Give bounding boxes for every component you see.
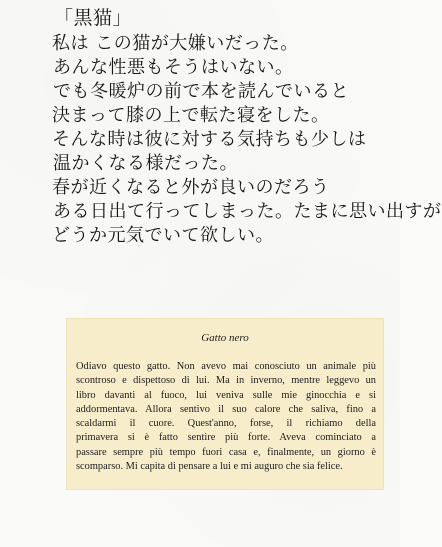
handwritten-line: 春が近くなると外が良いのだろう bbox=[52, 177, 330, 198]
handwritten-line: でも冬暖炉の前で本を読んでいると bbox=[53, 81, 349, 102]
card-body bbox=[76, 360, 376, 474]
translation-card bbox=[66, 318, 384, 490]
handwritten-line: あんな性悪もそうはいない。 bbox=[53, 57, 294, 78]
handwritten-line: ある日出て行ってしまった。たまに思い出すが bbox=[53, 201, 442, 222]
handwritten-line: 私は この猫が大嫌いだった。 bbox=[52, 33, 299, 54]
card-line: scomparso. Mi capita di pensare a lui e mi auguro che sia felice. bbox=[76, 461, 343, 473]
handwritten-line: どうか元気でいて欲しい。 bbox=[52, 225, 274, 246]
card-line: scontroso e dispettoso di lui. Ma in inverno, mentre leggevo un bbox=[76, 375, 376, 387]
card-line: primavera si è fatto sentire più forte. Aveva cominciato a bbox=[76, 432, 376, 444]
card-title: Gatto nero bbox=[201, 332, 249, 344]
handwritten-line: 決まって膝の上で転た寝をした。 bbox=[52, 105, 330, 126]
handwritten-line: そんな時は彼に対する気持ちも少しは bbox=[52, 129, 367, 150]
handwritten-line: 温かくなる様だった。 bbox=[53, 153, 238, 174]
card-line: passare sempre più tempo fuori casa e, finalmente, un giorno è bbox=[76, 446, 376, 458]
card-line: scaldarmi il cuore. Quest'anno, forse, il richiamo della bbox=[76, 418, 376, 430]
card-line: libro davanti al fuoco, lui veniva sulle mie ginocchia e si bbox=[76, 389, 376, 401]
handwritten-title: 「黒猫」 bbox=[54, 7, 133, 29]
card-line: addormentava. Allora sentivo il suo calore che saliva, fino a bbox=[76, 403, 376, 415]
handwritten-text bbox=[52, 6, 442, 248]
card-line: Odiavo questo gatto. Non avevo mai conosciuto un animale più bbox=[76, 361, 376, 372]
